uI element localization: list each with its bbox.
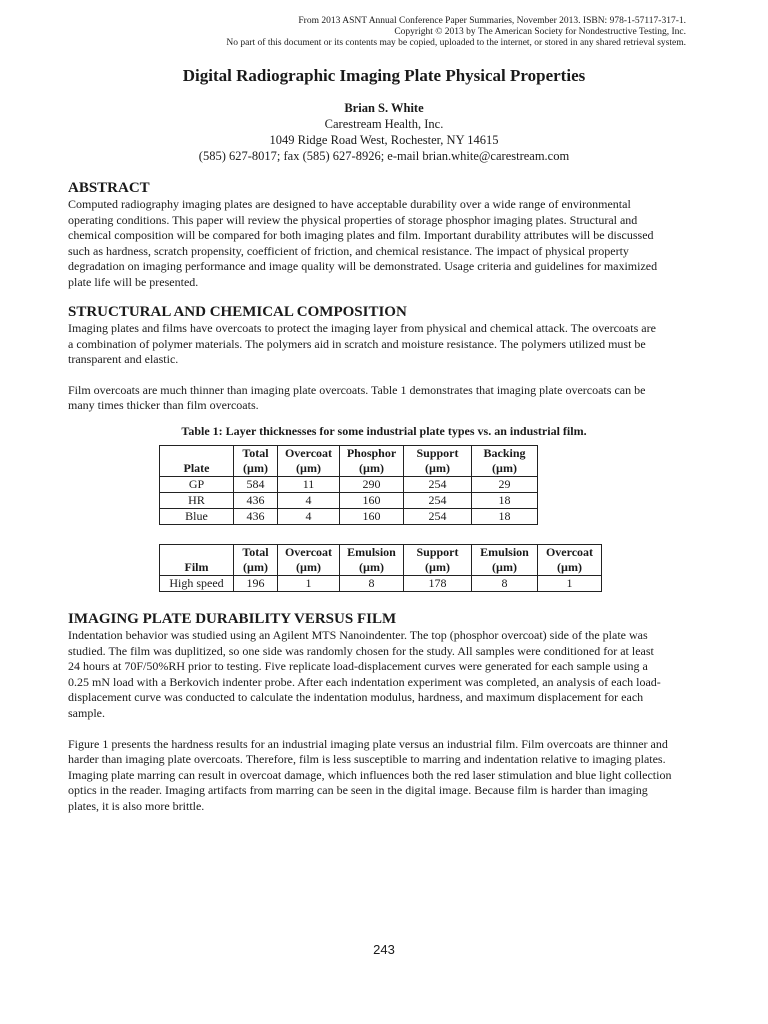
header-line: From 2013 ASNT Annual Conference Paper Summaries, November 2013. ISBN: 978-1-57117-317-1. [298,16,686,26]
table-header-row [160,545,602,576]
text-line: studied. The film was duplitized, so one side was randomly chosen for the study. All samples were conditioned for at least [68,643,654,658]
table-cell: HR [160,493,234,509]
column-header: Support (µm) [404,545,472,576]
page-number: 243 [373,942,395,957]
column-header: Overcoat (µm) [278,545,340,576]
table-cell: 584 [234,477,278,493]
author-block [0,100,768,164]
structural-paragraph-1 [68,321,700,368]
table-cell: 11 [278,477,340,493]
header-line: No part of this document or its contents may be copied, uploaded to the internet, or stored in any shared retrieval system. [226,38,686,48]
table-cell: 29 [472,477,538,493]
column-header: Plate [160,446,234,477]
text-line: sample. [68,705,105,720]
table-cell: 4 [278,493,340,509]
table-cell: 254 [404,509,472,525]
table-cell: 436 [234,493,278,509]
table-header-row [160,446,538,477]
table-cell: 18 [472,493,538,509]
table-cell: Blue [160,509,234,525]
column-header: Phosphor (µm) [340,446,404,477]
table-cell: 436 [234,509,278,525]
text-line: Imaging plates and films have overcoats to protect the imaging layer from physical and chemical attack. The overcoats are [68,321,656,335]
column-header: Film [160,545,234,576]
durability-paragraph-1 [68,628,700,722]
table-cell: 1 [278,576,340,592]
abstract-text [68,197,700,291]
durability-section [68,610,700,815]
structural-section [68,303,700,414]
table-cell: 254 [404,493,472,509]
text-line: chemical composition will be compared for both imaging plates and film. Important durability attributes will be discussed [68,228,654,243]
abstract-section [68,179,700,291]
text-line: a combination of polymer materials. The polymers aid in scratch and moisture resistance. The polymers utilized must be [68,336,646,351]
text-line: harder than imaging plate overcoats. Therefore, film is less susceptible to marring and indentation relative to imaging plates. [68,752,666,767]
text-line: Imaging plate marring can result in overcoat damage, which influences both the red laser stimulation and blue light collection [68,767,672,782]
table-cell: 8 [340,576,404,592]
section-heading-abstract: ABSTRACT [68,180,150,196]
column-header: Emulsion (µm) [472,545,538,576]
author-contact: (585) 627-8017; fax (585) 627-8926; e-mail brian.white@carestream.com [198,149,570,163]
table-cell: 8 [472,576,538,592]
text-line: displacement curve was conducted to calculate the indentation modulus, hardness, and maximum displacement for each [68,690,644,705]
text-line: many times thicker than film overcoats. [68,398,259,413]
author-address: 1049 Ridge Road West, Rochester, NY 14615 [269,133,499,147]
table-row [160,509,538,525]
text-line: Figure 1 presents the hardness results for an industrial imaging plate versus an industrial film. Film overcoats are thinner and [68,736,668,751]
durability-paragraph-2 [68,737,700,815]
table-cell: 290 [340,477,404,493]
table-cell: 196 [234,576,278,592]
table-row [160,493,538,509]
column-header: Overcoat (µm) [278,446,340,477]
column-header: Support (µm) [404,446,472,477]
paper-title: Digital Radiographic Imaging Plate Physical Properties [182,66,586,85]
table-cell: GP [160,477,234,493]
column-header: Total (µm) [234,545,278,576]
structural-paragraph-2 [68,383,700,414]
author-name: Brian S. White [344,101,424,115]
table-row [160,576,602,592]
table-cell: 254 [404,477,472,493]
table-cell: 1 [538,576,602,592]
text-line: plates, it is also more brittle. [68,798,205,813]
text-line: such as hardness, scratch propensity, coefficient of friction, and chemical resistance. The impact of physical property [68,243,629,258]
table-cell: 4 [278,509,340,525]
text-line: 24 hours at 70F/50%RH prior to testing. Five replicate load-displacement curves were generated for each sample using a [68,659,648,674]
text-line: transparent and elastic. [68,352,179,367]
table-row [160,477,538,493]
column-header: Overcoat (µm) [538,545,602,576]
plate-thickness-table [159,445,538,525]
header-line: Copyright © 2013 by The American Society for Nondestructive Testing, Inc. [394,27,686,37]
film-thickness-table [159,544,602,592]
text-line: 0.25 mN load with a Berkovich indenter probe. After each indentation experiment was completed, an analysis of each load- [68,674,661,689]
text-line: plate life will be presented. [68,274,199,289]
table-cell: 160 [340,493,404,509]
table-caption: Table 1: Layer thicknesses for some industrial plate types vs. an industrial film. [181,424,587,438]
column-header: Emulsion (µm) [340,545,404,576]
copyright-header [66,16,686,49]
text-line: operating conditions. This paper will review the physical properties of storage phosphor imaging plates. Structural and [68,212,638,227]
section-heading-durability: IMAGING PLATE DURABILITY VERSUS FILM [68,611,397,627]
table-cell: 18 [472,509,538,525]
text-line: Computed radiography imaging plates are designed to have acceptable durability over a wide range of environmental [68,197,631,211]
section-heading-structural: STRUCTURAL AND CHEMICAL COMPOSITION [68,304,407,320]
text-line: Film overcoats are much thinner than imaging plate overcoats. Table 1 demonstrates that imaging plate overcoats can be [68,382,646,397]
table-cell: 178 [404,576,472,592]
author-affiliation: Carestream Health, Inc. [324,117,444,131]
text-line: optics in the reader. Imaging artifacts from marring can be seen in the digital image. Because film is harder than imaging [68,783,648,798]
column-header: Total (µm) [234,446,278,477]
column-header: Backing (µm) [472,446,538,477]
text-line: degradation on imaging performance and image quality will be demonstrated. Usage criteria and guidelines for maximized [68,259,658,274]
text-line: Indentation behavior was studied using an Agilent MTS Nanoindenter. The top (phosphor overcoat) side of the plate was [68,628,648,642]
table-cell: 160 [340,509,404,525]
table-cell: High speed [160,576,234,592]
